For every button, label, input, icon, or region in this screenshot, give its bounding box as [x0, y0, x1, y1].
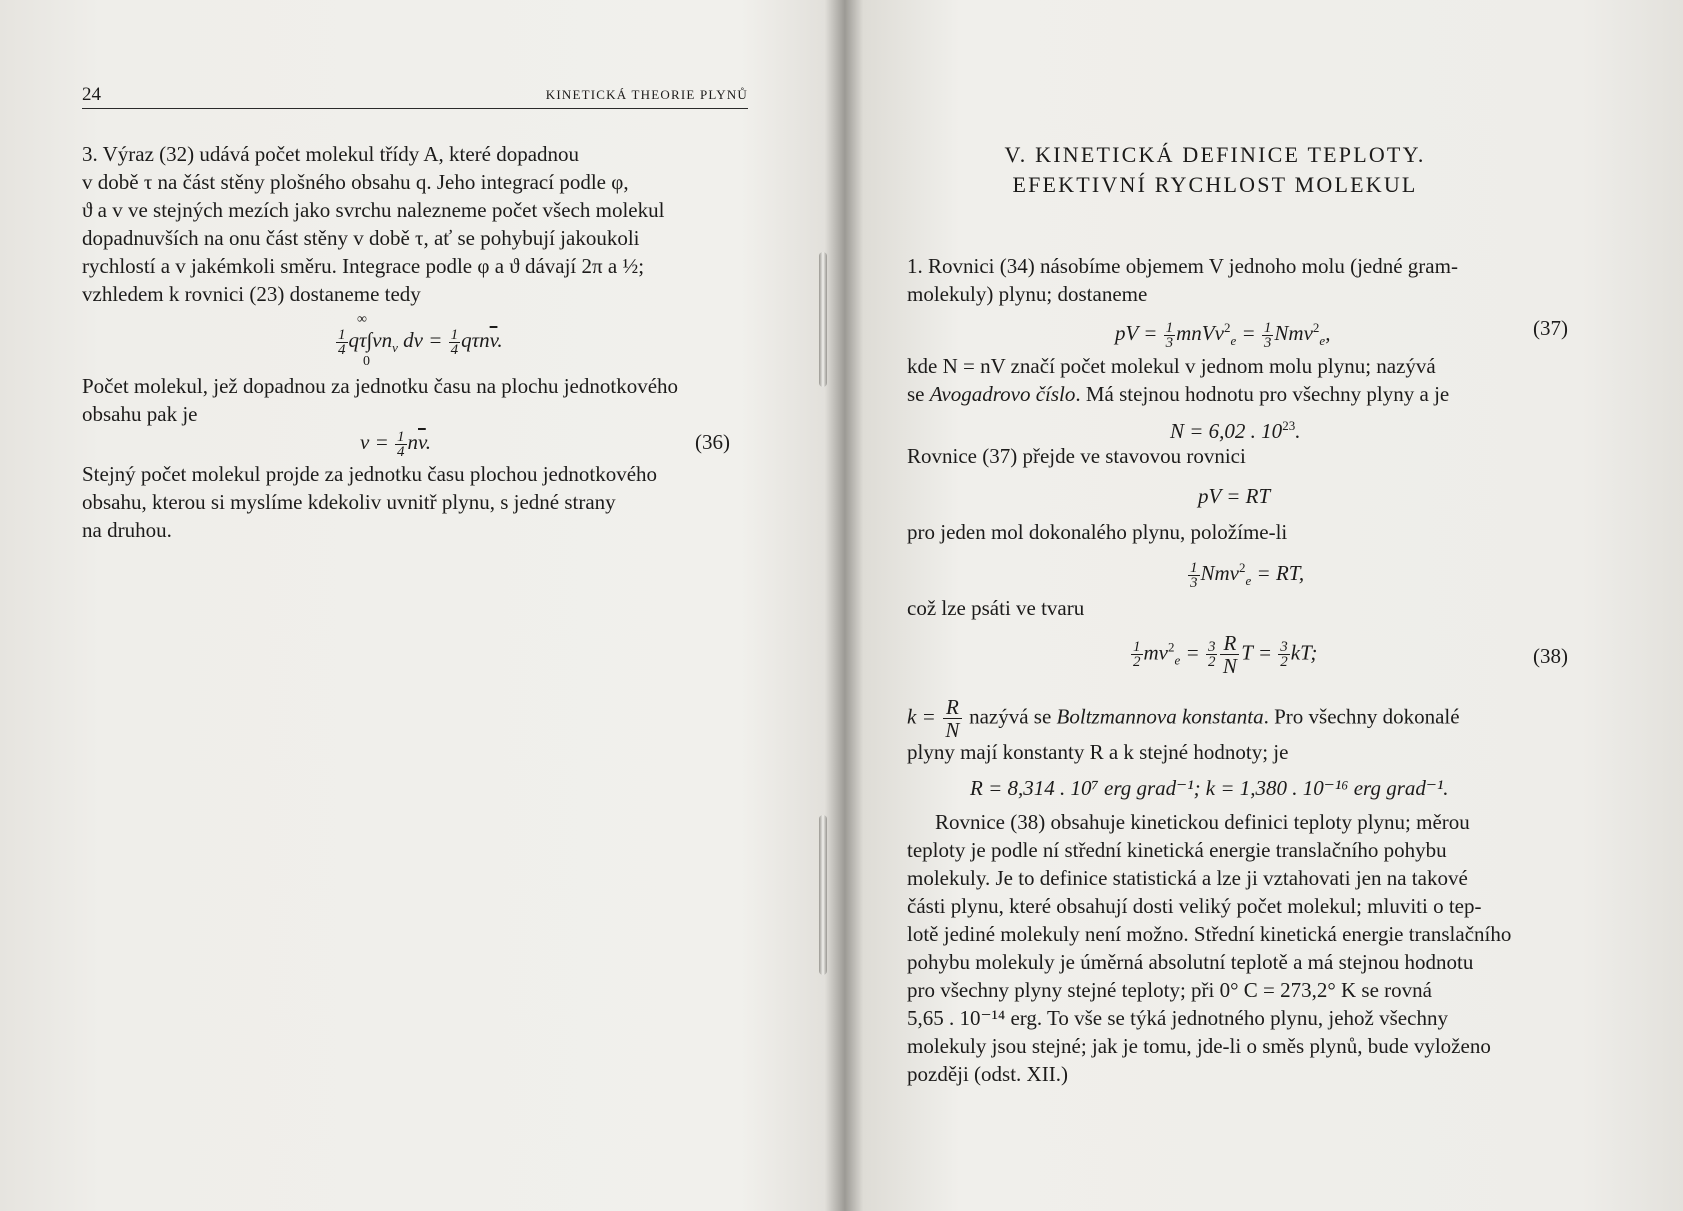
text-line: molekuly. Je to definice statistická a lze ji vztahovati jen na takové — [907, 866, 1468, 890]
page-number: 24 — [82, 84, 101, 105]
text-line: molekuly) plynu; dostaneme — [907, 282, 1148, 306]
text-line: na druhou. — [82, 518, 172, 542]
text-line: kde N = nV značí počet molekul v jednom molu plynu; nazývá — [907, 354, 1436, 378]
running-title: KINETICKÁ THEORIE PLYNŮ — [545, 87, 748, 102]
equation-37: pV = $\frac{1}{3}$ mnVv$^2_e$ = $\frac{1}{3}$ Nmv$^2_e$, — [1115, 319, 1331, 351]
paragraph-3 — [82, 140, 748, 308]
text-line: Stejný počet molekul projde za jednotku času plochou jednotkového — [82, 462, 658, 486]
term-boltzmann: Boltzmannova konstanta — [1056, 704, 1264, 729]
fraction-third: $\frac{1}{3}$ — [1165, 319, 1174, 351]
text-line: teploty je podle ní střední kinetická energie translačního pohybu — [907, 838, 1447, 862]
equation-38: $\frac{1}{2}$ $mv^2_e$ = $\frac{3}{2}$ $\frac{R}{N}$ T = $\frac{3}{2}$ kT; — [1133, 631, 1318, 678]
equation-constants: R = 8,314 . 10⁷ erg grad⁻¹; k = 1,380 . 10⁻¹⁶ erg grad⁻¹. — [970, 776, 1449, 800]
equation-number-37: (37) — [1533, 316, 1568, 340]
paragraph-constants: plyny mají konstanty R a k stejné hodnoty; je — [907, 740, 1289, 764]
text-line: pohybu molekuly je úměrná absolutní teplotě a má stejnou hodnotu — [907, 950, 1474, 974]
fraction-quarter: $\frac{1}{4}$ — [338, 326, 346, 358]
term-avogadro: Avogadrovo číslo — [929, 382, 1076, 406]
equation-36: ν = $\frac{1}{4}$ $n\overline{v}$. — [360, 428, 432, 460]
equation-integral: $\frac{1}{4}$ $q\tau\int vn_v$ dv = $\frac{1}{4}$ $q\tau n\overline{v}$. ∞ 0 — [335, 326, 503, 362]
text-line: v době τ na část stěny plošného obsahu q. Jeho integrací podle φ, — [82, 170, 629, 194]
left-page — [0, 0, 820, 1211]
text-line: pro všechny plyny stejné teploty; při 0° C = 273,2° K se rovná — [907, 978, 1432, 1002]
paragraph-ideal: pro jeden mol dokonalého plynu, položíme-li — [907, 520, 1288, 544]
paragraph-2 — [907, 352, 1569, 408]
text-line: vzhledem k rovnici (23) dostaneme tedy — [82, 282, 421, 306]
text-line: Počet molekul, jež dopadnou za jednotku času na plochu jednotkového — [82, 374, 679, 398]
paragraph-form: což lze psáti ve tvaru — [907, 596, 1085, 620]
text-line: části plynu, které obsahují dosti veliký počet molekul; mluviti o tep- — [907, 894, 1482, 918]
text-line: 1. Rovnici (34) násobíme objemem V jednoho molu (jedné gram- — [907, 254, 1458, 278]
fraction-three-halves: $\frac{3}{2}$ — [1280, 639, 1288, 670]
text-line: dopadnuvších na onu část stěny v době τ, ať se pohybují jakoukoli — [82, 226, 640, 250]
text-line: se Avogadrovo číslo. Má stejnou hodnotu pro všechny plyny a je — [907, 382, 1450, 406]
equation-energy: $\frac{1}{3}$ Nmv$^2_e$ = RT, — [1190, 559, 1305, 591]
equation-number-36: (36) — [695, 430, 730, 454]
chapter-title: V. KINETICKÁ DEFINICE TEPLOTY. EFEKTIVNÍ RYCHLOST MOLEKUL — [1004, 142, 1426, 197]
text-line: obsahu pak je — [82, 402, 198, 426]
equation-state: pV = RT — [1198, 484, 1271, 508]
text-line: rychlostí a v jakémkoli směru. Integrace podle φ a ϑ dávají 2π a ½; — [82, 254, 645, 278]
fraction-quarter: $\frac{1}{4}$ — [397, 428, 405, 460]
equation-avogadro: N = 6,02 . $10^{23}$. — [1170, 418, 1301, 443]
fraction-third: $\frac{1}{3}$ — [1190, 559, 1198, 591]
fraction-third: $\frac{1}{3}$ — [1263, 319, 1272, 351]
fraction-quarter: $\frac{1}{4}$ — [450, 326, 459, 358]
fraction-r-over-n: $\frac{R}{N}$ — [943, 696, 962, 741]
paragraph-state: Rovnice (37) přejde ve stavovou rovnici — [907, 444, 1246, 468]
paragraph-boltzmann: k = $\frac{R}{N}$ nazývá se Boltzmannova konstanta. Pro všechny dokonalé — [907, 695, 1460, 742]
text-line: obsahu, kterou si myslíme kdekoliv uvnitř plynu, s jedné strany — [82, 490, 616, 514]
text-line: 5,65 . 10⁻¹⁴ erg. To vše se týká jednotného plynu, jehož všechny — [907, 1006, 1448, 1030]
right-page — [825, 0, 1683, 1211]
fraction-three-halves: $\frac{3}{2}$ — [1207, 639, 1216, 670]
paragraph-definition — [907, 808, 1573, 1088]
text-line: molekuly jsou stejné; jak je tomu, jde-li o směs plynů, bude vyloženo — [907, 1034, 1491, 1058]
text-line: lotě jediné molekuly není možno. Střední kinetická energie translačního — [907, 922, 1512, 946]
integral-lower-limit: 0 — [363, 354, 370, 369]
text-line: ϑ a v ve stejných mezích jako svrchu nalezneme počet všech molekul — [82, 198, 665, 222]
text-line: 3. Výraz (32) udává počet molekul třídy A, které dopadnou — [82, 142, 580, 166]
fraction-r-over-n: $\frac{R}{N}$ — [1220, 632, 1239, 677]
text-line: Rovnice (38) obsahuje kinetickou definici teploty plynu; měrou — [935, 810, 1470, 834]
fraction-half: $\frac{1}{2}$ — [1133, 639, 1141, 670]
paragraph-count — [82, 372, 748, 428]
running-head — [82, 84, 748, 109]
paragraph-1 — [907, 252, 1569, 308]
paragraph-same — [82, 460, 748, 544]
integral-upper-limit: ∞ — [357, 312, 367, 327]
equation-number-38: (38) — [1533, 644, 1568, 668]
text-line: později (odst. XII.) — [907, 1062, 1068, 1086]
